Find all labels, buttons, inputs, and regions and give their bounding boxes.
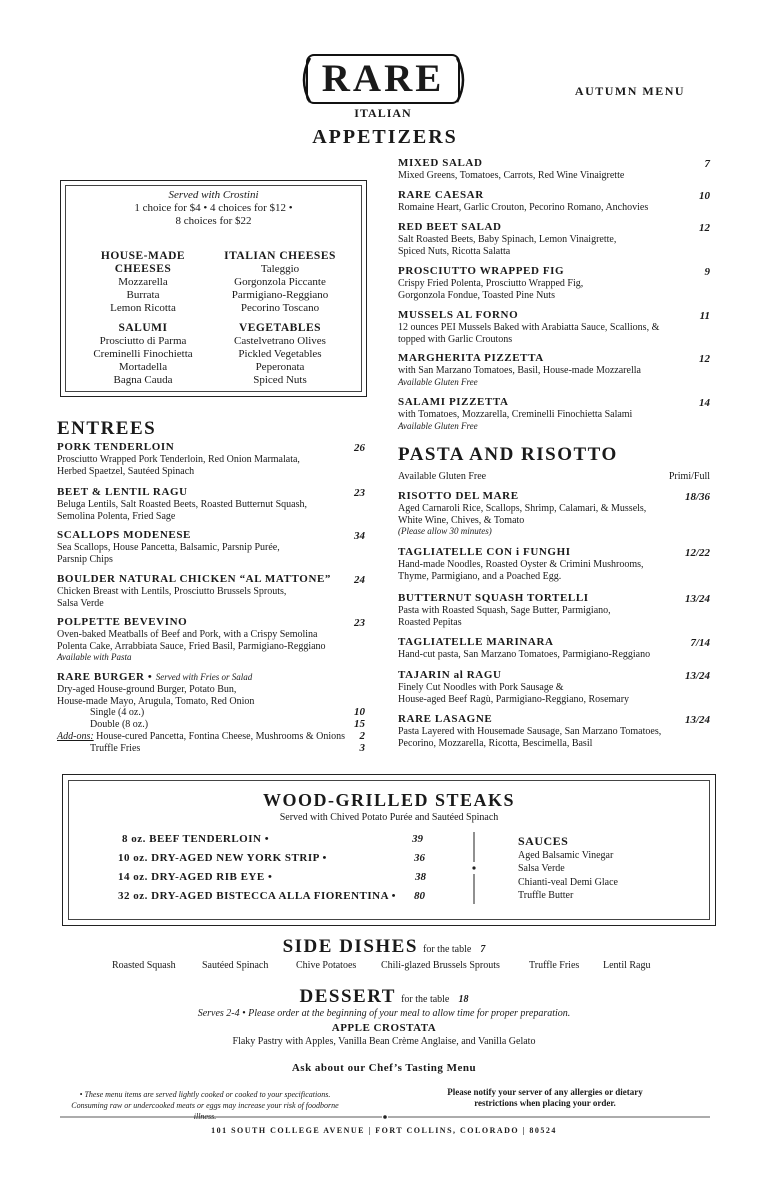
- dessert-note: Serves 2-4 • Please order at the beginning of your meal to allow time for proper preparation.: [197, 1008, 571, 1019]
- brand-name: RARE: [321, 57, 445, 100]
- item-desc: with San Marzano Tomatoes, Basil, House-made Mozzarella: [398, 365, 641, 376]
- item-name: RISOTTO DEL MARE: [398, 490, 519, 502]
- item-price: 2: [359, 730, 365, 742]
- item-name: MUSSELS AL FORNO: [398, 309, 519, 321]
- item-desc: Pasta with Roasted Squash, Sage Butter, Parmigiano,: [398, 605, 611, 616]
- board-group-item: Mozzarella: [118, 276, 168, 288]
- board-line2: 8 choices for $22: [175, 215, 252, 227]
- item-price: 15: [354, 718, 365, 730]
- menu-item: [398, 265, 698, 301]
- item-desc: Prosciutto Wrapped Pork Tenderloin, Red Onion Marmalata,: [57, 454, 300, 465]
- item-desc: Hand-cut pasta, San Marzano Tomatoes, Parmigiano-Reggiano: [398, 649, 651, 660]
- side-item: Chili-glazed Brussels Sprouts: [381, 960, 500, 971]
- board-group-item: Spiced Nuts: [253, 374, 307, 386]
- addon-label: House-cured Pancetta, Fontina Cheese, Mushrooms & Onions: [96, 731, 346, 742]
- menu-item: [57, 529, 357, 565]
- steak-price: 36: [414, 852, 425, 864]
- item-note: Available Gluten Free: [398, 376, 478, 387]
- allergy-line: restrictions when placing your order.: [474, 1098, 616, 1108]
- footer-rule: [60, 1113, 710, 1121]
- item-name: RARE CAESAR: [398, 189, 484, 201]
- item-price: 34: [354, 530, 365, 542]
- item-name: TAJARIN al RAGU: [398, 669, 502, 681]
- item-desc: Parsnip Chips: [57, 553, 113, 565]
- board-group-title: HOUSE-MADE CHEESES: [100, 250, 186, 275]
- steaks-divider: [468, 830, 480, 906]
- menu-item: [398, 221, 698, 257]
- sauces-title: SAUCES: [518, 834, 569, 848]
- sauce-item: Aged Balsamic Vinegar: [518, 850, 614, 861]
- item-name: BEET & LENTIL RAGU: [57, 486, 188, 498]
- menu-item: [398, 309, 698, 345]
- item-price: 7/14: [690, 637, 710, 649]
- item-price: 23: [354, 617, 365, 629]
- steak-price: 39: [412, 833, 423, 845]
- steak-price: 80: [414, 890, 425, 902]
- item-desc: Pecorino, Mozzarella, Ricotta, Bescimella, Basil: [398, 737, 593, 749]
- pasta-gluten-note: Available Gluten Free: [398, 471, 487, 482]
- burger-addon: [57, 731, 357, 743]
- item-desc: House-made Mayo, Arugula, Tomato, Red Onion: [57, 695, 255, 707]
- sauce-item: Salsa Verde: [518, 863, 565, 874]
- burger-addon: Truffle Fries: [90, 743, 141, 754]
- item-price: 14: [699, 397, 710, 409]
- item-price: 23: [354, 487, 365, 499]
- steaks-subtitle: Served with Chived Potato Purée and Sautéed Spinach: [279, 812, 499, 823]
- item-name: SALAMI PIZZETTA: [398, 396, 509, 408]
- sides-for-table: for the table: [423, 944, 472, 955]
- steaks-title: WOOD-GRILLED STEAKS: [262, 790, 516, 810]
- item-price: 26: [354, 442, 365, 454]
- item-desc: House-aged Beef Ragù, Parmigiano-Reggiano, Rosemary: [398, 693, 630, 705]
- dessert-heading: [0, 986, 768, 1008]
- item-desc: Sea Scallops, House Pancetta, Balsamic, Parsnip Purée,: [57, 542, 280, 553]
- sauce-item: Chianti-veal Demi Glace: [518, 877, 618, 888]
- board-intro: Served with Crostini: [168, 189, 259, 201]
- steak-name: 8 oz. BEEF TENDERLOIN •: [122, 833, 270, 845]
- item-name: TAGLIATELLE CON i FUNGHI: [398, 546, 571, 558]
- warning-line: • These menu items are served lightly cooked or cooked to your specifications.: [79, 1090, 331, 1099]
- item-price: 13/24: [684, 670, 710, 682]
- addons-label: Add-ons:: [57, 731, 94, 742]
- dessert-price: 18: [458, 994, 469, 1005]
- item-desc: Finely Cut Noodles with Pork Sausage &: [398, 682, 564, 693]
- menu-item: [398, 189, 698, 214]
- menu-item: [398, 352, 698, 388]
- appetizers-title: APPETIZERS: [312, 126, 458, 148]
- item-price: 18/36: [684, 491, 710, 503]
- board-group-item: Mortadella: [118, 361, 168, 373]
- item-desc: 12 ounces PEI Mussels Baked with Arabiatta Sauce, Scallions, &: [398, 322, 660, 333]
- item-price: 12: [699, 222, 710, 234]
- item-desc: Pasta Layered with Housemade Sausage, San Marzano Tomatoes,: [398, 726, 662, 737]
- item-name: RED BEET SALAD: [398, 221, 502, 233]
- burger-option: Double (8 oz.): [90, 719, 149, 730]
- steak-name: 10 oz. DRY-AGED NEW YORK STRIP •: [118, 852, 327, 864]
- menu-item: [398, 157, 698, 182]
- board-group-item: Burrata: [126, 289, 160, 301]
- entrees-title: ENTREES: [57, 418, 157, 439]
- board: [70, 189, 357, 228]
- steak-price: 38: [415, 871, 426, 883]
- allergy-line: Please notify your server of any allergies or dietary: [447, 1087, 643, 1097]
- item-name: BUTTERNUT SQUASH TORTELLI: [398, 592, 589, 604]
- board-group-item: Pecorino Toscano: [240, 302, 320, 314]
- board-group-item: Prosciutto di Parma: [99, 335, 187, 347]
- board-group: [78, 322, 208, 387]
- board-group-item: Castelvetrano Olives: [234, 335, 326, 347]
- side-item: Chive Potatoes: [296, 960, 357, 971]
- item-name: MARGHERITA PIZZETTA: [398, 352, 544, 364]
- side-item: Truffle Fries: [529, 960, 580, 971]
- item-desc: Gorgonzola Fondue, Toasted Pine Nuts: [398, 289, 555, 301]
- item-name: RARE LASAGNE: [398, 713, 493, 725]
- item-desc: Mixed Greens, Tomatoes, Carrots, Red Wine Vinaigrette: [398, 170, 625, 181]
- item-desc: Dry-aged House-ground Burger, Potato Bun,: [57, 684, 237, 695]
- dessert-title: DESSERT: [299, 986, 396, 1007]
- item-desc: Crispy Fried Polenta, Prosciutto Wrapped Fig,: [398, 278, 584, 289]
- item-desc: Oven-baked Meatballs of Beef and Pork, with a Crispy Semolina: [57, 629, 318, 640]
- item-desc: Beluga Lentils, Salt Roasted Beets, Roasted Butternut Squash,: [57, 499, 307, 510]
- item-price: 9: [704, 266, 710, 278]
- item-note: Available with Pasta: [57, 652, 132, 662]
- menu-item: [57, 616, 367, 664]
- board-group-item: Peperonata: [255, 361, 305, 373]
- dessert-for-table: for the table: [401, 994, 450, 1005]
- board-group-item: Pickled Vegetables: [238, 348, 322, 360]
- address: 101 SOUTH COLLEGE AVENUE | FORT COLLINS, COLORADO | 80524: [211, 1126, 557, 1135]
- item-desc: Salsa Verde: [57, 597, 104, 609]
- board-group-title: ITALIAN CHEESES: [224, 250, 336, 262]
- item-name: MIXED SALAD: [398, 157, 483, 169]
- steak-name: 14 oz. DRY-AGED RIB EYE •: [118, 871, 273, 883]
- sauce-item: Truffle Butter: [518, 890, 574, 901]
- item-price: 3: [359, 742, 365, 754]
- item-desc: Chicken Breast with Lentils, Prosciutto Brussels Sprouts,: [57, 586, 287, 597]
- dessert-name: APPLE CROSTATA: [331, 1022, 437, 1034]
- item-price: 11: [699, 310, 710, 322]
- item-desc: with Tomatoes, Mozzarella, Creminelli Finochietta Salami: [398, 409, 633, 420]
- item-desc: White Wine, Chives, & Tomato: [398, 514, 525, 526]
- item-price: 13/24: [684, 714, 710, 726]
- tasting-menu: Ask about our Chef’s Tasting Menu: [291, 1062, 477, 1074]
- item-name: POLPETTE BEVEVINO: [57, 616, 188, 628]
- menu-item: [57, 573, 357, 609]
- board-group: [215, 322, 345, 387]
- board-group: [83, 250, 203, 315]
- item-price: 24: [354, 574, 365, 586]
- item-name: PORK TENDERLOIN: [57, 441, 175, 453]
- item-desc: Spiced Nuts, Ricotta Salatta: [398, 245, 511, 257]
- burger-item: [57, 671, 367, 707]
- brand-subtitle: ITALIAN: [354, 106, 412, 120]
- item-desc: Aged Carnaroli Rice, Scallops, Shrimp, Calamari, & Mussels,: [398, 503, 647, 514]
- menu-item: [57, 441, 357, 477]
- board-group-title: VEGETABLES: [238, 322, 322, 334]
- item-desc: Semolina Polenta, Fried Sage: [57, 510, 176, 522]
- burger-option: Single (4 oz.): [90, 707, 145, 718]
- item-note: Available Gluten Free: [398, 420, 478, 431]
- board-group-item: Parmigiano-Reggiano: [231, 289, 329, 301]
- dessert-desc: Flaky Pastry with Apples, Vanilla Bean Crème Anglaise, and Vanilla Gelato: [232, 1036, 536, 1047]
- board-group-item: Lemon Ricotta: [110, 302, 176, 314]
- menu-item: [398, 396, 698, 432]
- allergy-notice: [420, 1087, 670, 1109]
- warning-line: Consuming raw or undercooked meats or eggs may increase your risk of foodborne illness.: [71, 1101, 339, 1121]
- item-name: TAGLIATELLE MARINARA: [398, 636, 554, 648]
- item-price: 12: [699, 353, 710, 365]
- item-desc: Romaine Heart, Garlic Crouton, Pecorino Romano, Anchovies: [398, 202, 649, 213]
- item-desc: Salt Roasted Beets, Baby Spinach, Lemon Vinaigrette,: [398, 234, 617, 245]
- item-desc: Roasted Pepitas: [398, 616, 462, 628]
- board-group-item: Gorgonzola Piccante: [234, 276, 326, 288]
- steak-name: 32 oz. DRY-AGED BISTECCA ALLA FIORENTINA •: [118, 890, 397, 902]
- item-price: 13/24: [684, 593, 710, 605]
- sides-title: SIDE DISHES: [282, 936, 418, 957]
- pasta-size-label: Primi/Full: [668, 471, 710, 482]
- board-group-item: Bagna Cauda: [113, 374, 173, 386]
- season-label: AUTUMN MENU: [574, 84, 686, 98]
- item-desc: topped with Garlic Croutons: [398, 333, 513, 345]
- item-desc: Herbed Spaetzel, Sautéed Spinach: [57, 465, 195, 477]
- item-desc: Polenta Cake, Arrabbiata Sauce, Fried Basil, Parmigiano-Reggiano: [57, 640, 326, 652]
- side-item: Lentil Ragu: [603, 960, 651, 971]
- item-price: 12/22: [684, 547, 710, 559]
- item-name: SCALLOPS MODENESE: [57, 529, 191, 541]
- board-group: [215, 250, 345, 315]
- menu-item: [57, 486, 357, 522]
- board-group-item: Creminelli Finochietta: [93, 348, 193, 360]
- item-name: RARE BURGER •: [57, 671, 153, 683]
- side-item: Roasted Squash: [112, 960, 176, 971]
- pasta-title: PASTA AND RISOTTO: [398, 444, 618, 465]
- item-price: 10: [354, 706, 365, 718]
- item-desc: Hand-made Noodles, Roasted Oyster & Crimini Mushrooms,: [398, 559, 644, 570]
- item-price: 7: [704, 158, 710, 170]
- item-name: PROSCIUTTO WRAPPED FIG: [398, 265, 565, 277]
- sides-heading: [0, 936, 768, 958]
- board-group-item: Taleggio: [260, 263, 300, 275]
- sides-price: 7: [480, 944, 486, 955]
- board-line1: 1 choice for $4 • 4 choices for $12 •: [134, 202, 293, 214]
- item-name: BOULDER NATURAL CHICKEN “AL MATTONE”: [57, 573, 332, 585]
- side-item: Sautéed Spinach: [202, 960, 269, 971]
- item-served: Served with Fries or Salad: [155, 672, 253, 682]
- item-desc: Thyme, Parmigiano, and a Poached Egg.: [398, 570, 562, 582]
- item-note: (Please allow 30 minutes): [398, 526, 492, 536]
- item-price: 10: [699, 190, 710, 202]
- board-group-title: SALUMI: [118, 322, 168, 334]
